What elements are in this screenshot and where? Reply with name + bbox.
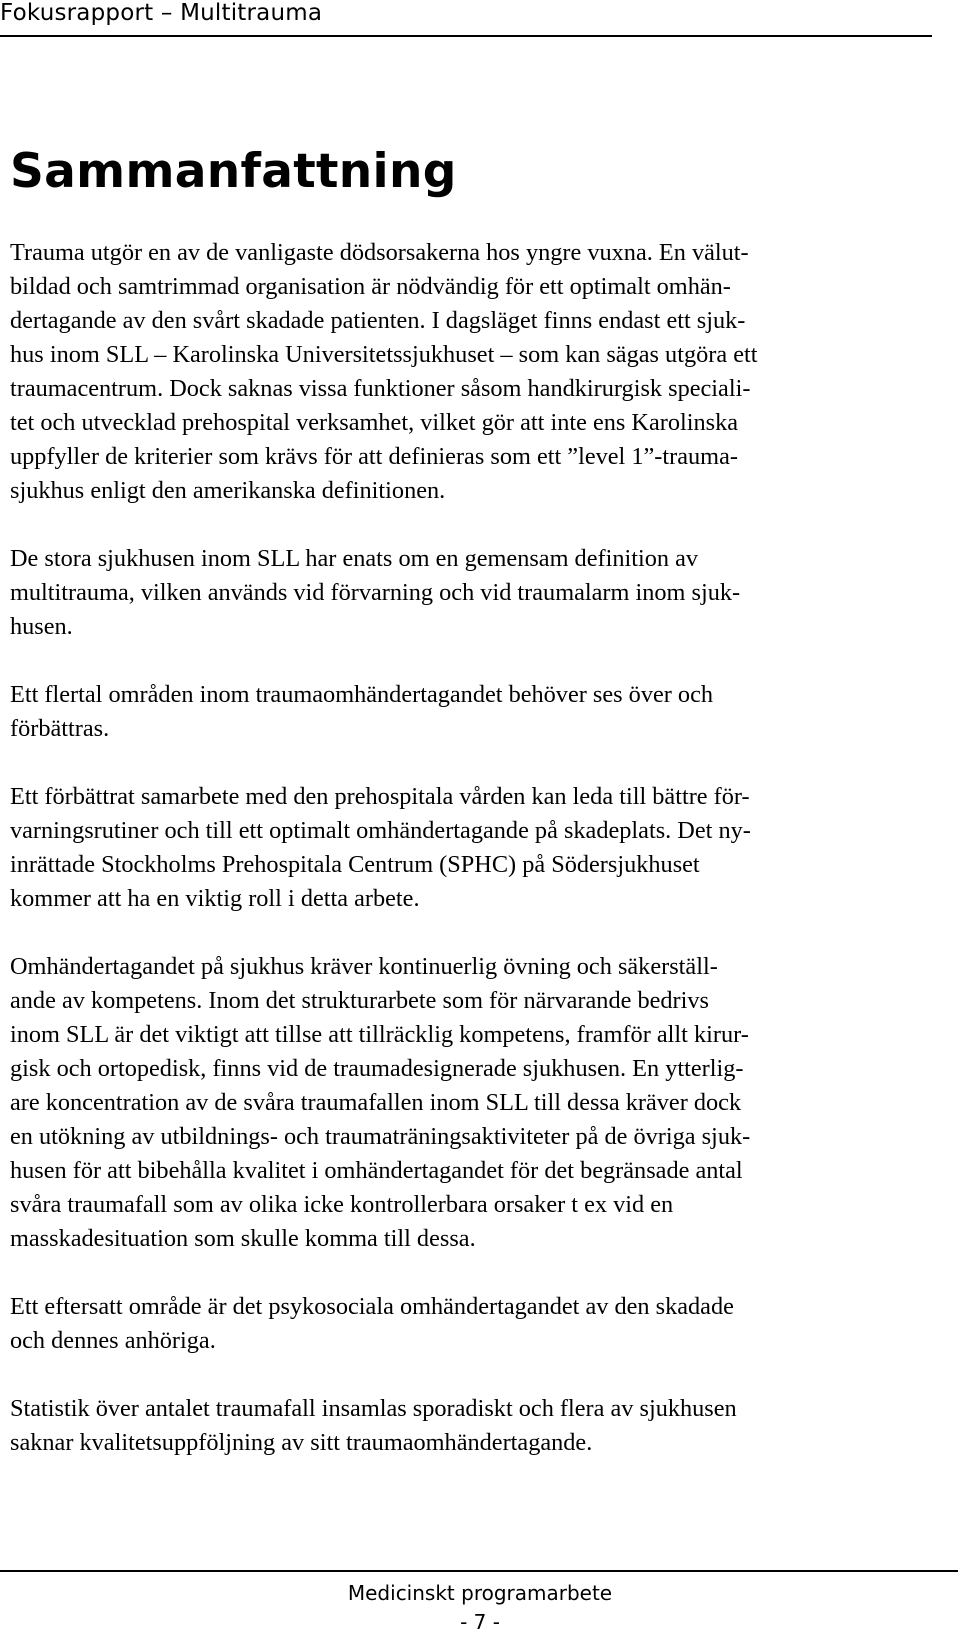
- text-line: Ett eftersatt område är det psykosociala omhändertagandet av den skadade: [10, 1293, 734, 1320]
- text-line: multitrauma, vilken används vid förvarning och vid traumalarm inom sjuk-: [10, 579, 741, 606]
- section-title: Sammanfattning: [10, 144, 457, 199]
- footer-organization: Medicinskt programarbete: [347, 1581, 613, 1605]
- text-line: saknar kvalitetsuppföljning av sitt traumaomhändertagande.: [10, 1429, 593, 1456]
- text-line: kommer att ha en viktig roll i detta arbete.: [10, 885, 420, 912]
- text-line: are koncentration av de svåra traumafallen inom SLL till dessa kräver dock: [10, 1089, 742, 1116]
- text-line: hus inom SLL – Karolinska Universitetssjukhuset – som kan sägas utgöra ett: [10, 341, 758, 368]
- text-line: masskadesituation som skulle komma till dessa.: [10, 1225, 476, 1252]
- text-line: husen.: [10, 613, 73, 640]
- text-line: Statistik över antalet traumafall insamlas sporadiskt och flera av sjukhusen: [10, 1395, 737, 1422]
- running-header: Fokusrapport – Multitrauma: [0, 0, 323, 26]
- text-line: Ett förbättrat samarbete med den prehospitala vården kan leda till bättre för-: [10, 783, 750, 810]
- text-line: inom SLL är det viktigt att tillse att tillräcklig kompetens, framför allt kirur-: [10, 1021, 749, 1048]
- text-line: ande av kompetens. Inom det strukturarbete som för närvarande bedrivs: [10, 987, 709, 1014]
- text-line: husen för att bibehålla kvalitet i omhändertagandet för det begränsade antal: [10, 1157, 743, 1184]
- text-line: och dennes anhöriga.: [10, 1327, 216, 1354]
- paragraph: [10, 678, 925, 746]
- text-line: bildad och samtrimmad organisation är nödvändig för ett optimalt omhän-: [10, 273, 731, 300]
- text-line: uppfyller de kriterier som krävs för att definieras som ett ”level 1”-trauma-: [10, 443, 738, 470]
- page-number: - 7 -: [460, 1610, 500, 1634]
- paragraph: [10, 780, 925, 916]
- body-text: [10, 236, 925, 1494]
- paragraph: [10, 1392, 925, 1460]
- footer-divider: [0, 1570, 958, 1572]
- text-line: Omhändertagandet på sjukhus kräver kontinuerlig övning och säkerställ-: [10, 953, 718, 980]
- text-line: De stora sjukhusen inom SLL har enats om en gemensam definition av: [10, 545, 699, 572]
- text-line: en utökning av utbildnings- och traumaträningsaktiviteter på de övriga sjuk-: [10, 1123, 751, 1150]
- text-line: förbättras.: [10, 715, 110, 742]
- text-line: sjukhus enligt den amerikanska definitionen.: [10, 477, 446, 504]
- paragraph: [10, 542, 925, 644]
- paragraph: [10, 1290, 925, 1358]
- paragraph: [10, 236, 925, 508]
- text-line: inrättade Stockholms Prehospitala Centrum (SPHC) på Södersjukhuset: [10, 851, 700, 878]
- text-line: Trauma utgör en av de vanligaste dödsorsakerna hos yngre vuxna. En välut-: [10, 239, 749, 266]
- text-line: svåra traumafall som av olika icke kontrollerbara orsaker t ex vid en: [10, 1191, 674, 1218]
- text-line: Ett flertal områden inom traumaomhändertagandet behöver ses över och: [10, 681, 713, 708]
- paragraph: [10, 950, 925, 1256]
- text-line: tet och utvecklad prehospital verksamhet, vilket gör att inte ens Karolinska: [10, 409, 739, 436]
- text-line: traumacentrum. Dock saknas vissa funktioner såsom handkirurgisk speciali-: [10, 375, 751, 402]
- header-divider: [0, 35, 932, 37]
- text-line: dertagande av den svårt skadade patienten. I dagsläget finns endast ett sjuk-: [10, 307, 746, 334]
- text-line: gisk och ortopedisk, finns vid de traumadesignerade sjukhusen. En ytterlig-: [10, 1055, 744, 1082]
- text-line: varningsrutiner och till ett optimalt omhändertagande på skadeplats. Det ny-: [10, 817, 751, 844]
